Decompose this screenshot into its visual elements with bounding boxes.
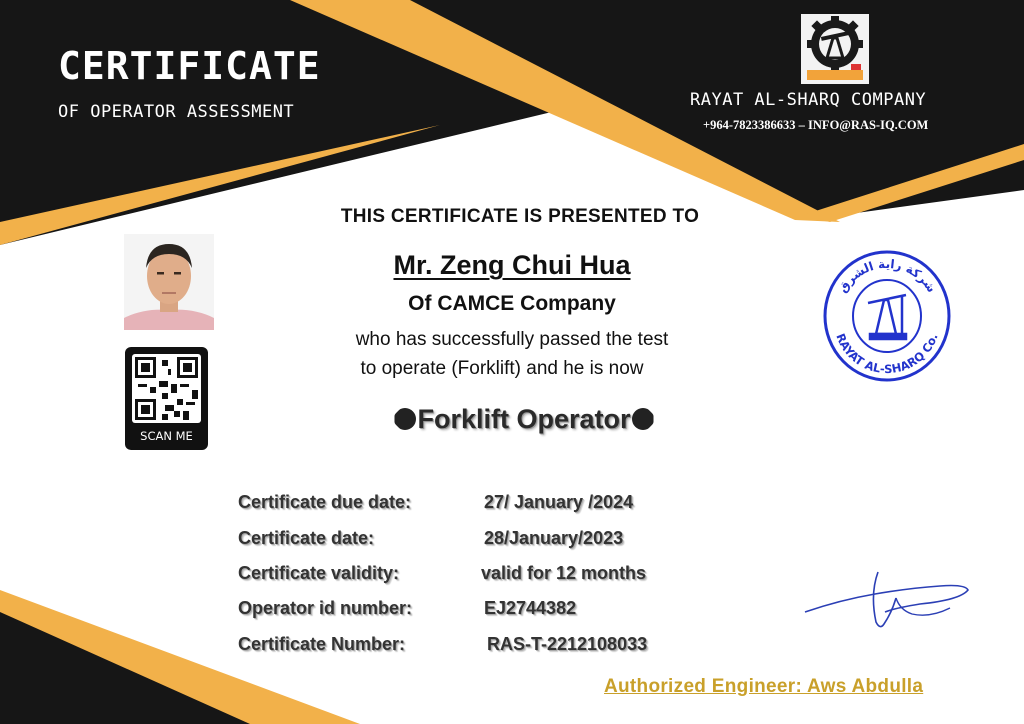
certificate-subtitle: OF OPERATOR ASSESSMENT [58,102,295,122]
role-text: Forklift Operator [417,404,631,434]
detail-label: Certificate Number: [238,634,406,654]
detail-value: 28/January/2023 [484,528,624,548]
recipient-name-text: Mr. Zeng Chui Hua [393,250,631,280]
stamp-arabic-text: شركة راية الشرق [835,256,939,296]
detail-label: Certificate due date: [238,492,412,512]
company-contact: +964-7823386633 – INFO@RAS-IQ.COM [703,118,929,132]
company-logo [801,14,869,84]
qr-scan-label: SCAN ME [140,429,193,443]
company-stamp [822,248,952,384]
gear-pumpjack-icon [801,14,869,84]
stamp-latin-text: RAYAT AL-SHARQ Co. [833,331,941,377]
octagon-bullet-icon [632,408,654,430]
qr-pattern [132,354,201,423]
operator-photo [124,234,214,330]
portrait-image [124,234,214,330]
detail-value: RAS-T-2212108033 [487,634,648,654]
detail-label: Certificate validity: [238,563,400,583]
authorized-engineer: Authorized Engineer: Aws Abdulla [604,676,924,697]
detail-label: Certificate date: [238,528,375,548]
engineer-signature [800,564,975,636]
qr-code-icon [132,354,201,423]
certificate-title: CERTIFICATE [58,44,321,88]
recipient-company: Of CAMCE Company [408,292,616,315]
pumpjack-icon [868,295,906,339]
detail-value: valid for 12 months [481,563,647,583]
description-line-1: who has successfully passed the test [355,329,669,350]
octagon-bullet-icon [394,408,416,430]
description-line-2: to operate (Forklift) and he is now [360,358,644,379]
detail-label: Operator id number: [238,598,413,618]
presented-to-heading: THIS CERTIFICATE IS PRESENTED TO [340,206,700,227]
detail-value: EJ2744382 [484,598,577,618]
qr-code[interactable] [125,347,208,450]
detail-value: 27/ January /2024 [484,492,634,512]
company-name: RAYAT AL-SHARQ COMPANY [690,90,927,110]
